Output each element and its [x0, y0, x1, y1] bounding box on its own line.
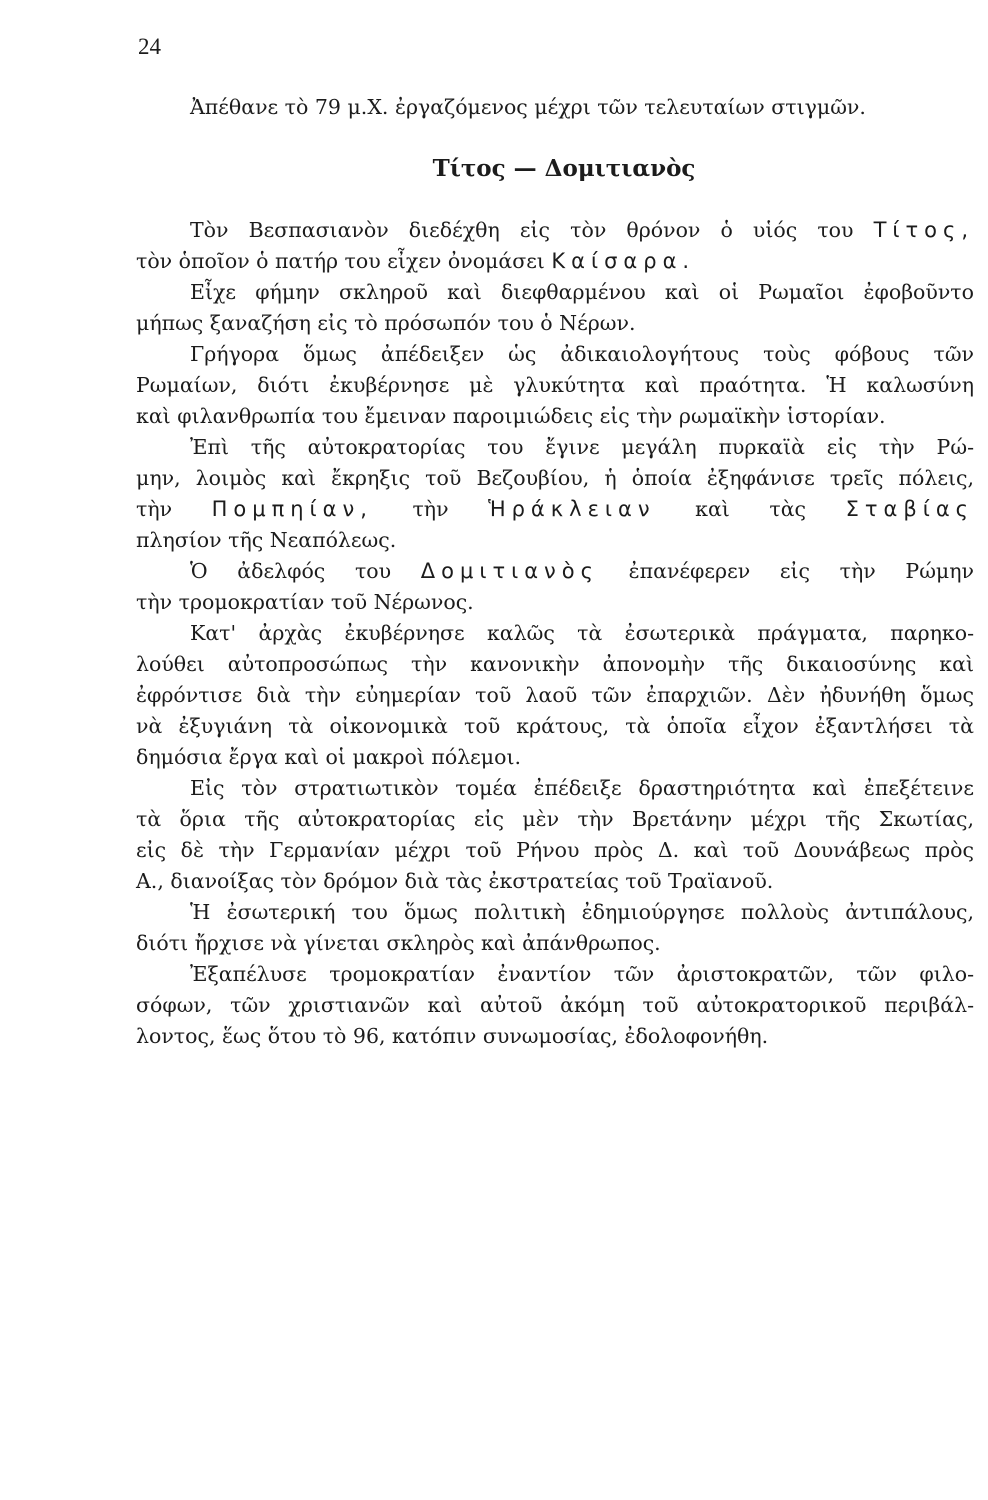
paragraph [136, 773, 974, 897]
text-line [136, 897, 974, 928]
text-segment: Τὸν Βεσπασιανὸν διεδέχθη εἰς τὸν θρόνον ὁ υἱός του [190, 218, 874, 242]
text-segment: τὴν τρομοκρατίαν τοῦ Νέρωνος. [136, 590, 474, 614]
text-line [136, 525, 974, 556]
text-segment: ἐπανέφερεν εἰς τὴν Ρώμην [598, 559, 974, 583]
text-line [136, 1021, 974, 1052]
text-line [136, 680, 974, 711]
paragraph [136, 897, 974, 959]
paragraph [136, 959, 974, 1052]
text-segment: Ἐπὶ τῆς αὐτοκρατορίας του ἔγινε μεγάλη πυρκαϊὰ εἰς τὴν Ρώ- [190, 435, 974, 459]
top-line: Ἀπέθανε τὸ 79 μ.Χ. ἐργαζόμενος μέχρι τῶν τελευταίων στιγμῶν. [190, 95, 866, 119]
text-line [136, 959, 974, 990]
text-line [136, 432, 974, 463]
spaced-name: Καίσαρα. [551, 249, 696, 273]
text-line [136, 308, 974, 339]
section-heading: Τίτος — Δομιτιανὸς [432, 155, 696, 182]
text-segment: Ρωμαίων, διότι ἐκυβέρνησε μὲ γλυκύτητα καὶ πραότητα. Ἡ καλωσύνη [136, 373, 974, 397]
text-line [136, 711, 974, 742]
paragraph [136, 618, 974, 773]
text-line [136, 215, 974, 246]
text-segment: τὸν ὁποῖον ὁ πατήρ του εἶχεν ὀνομάσει [136, 249, 552, 273]
text-line [136, 990, 974, 1021]
paragraph [136, 432, 974, 556]
text-line [136, 401, 974, 432]
spacer [136, 193, 974, 215]
text-segment: Κατ' ἀρχὰς ἐκυβέρνησε καλῶς τὰ ἐσωτερικὰ πράγματα, παρηκο- [190, 621, 974, 645]
text-line [136, 649, 974, 680]
text-line [136, 556, 974, 587]
text-segment: Εἶχε φήμην σκληροῦ καὶ διεφθαρμένου καὶ οἱ Ρωμαῖοι ἐφοβοῦντο [190, 280, 974, 304]
text-segment: εἰς δὲ τὴν Γερμανίαν μέχρι τοῦ Ρήνου πρὸς Δ. καὶ τοῦ Δουνάβεως πρὸς [136, 838, 974, 862]
text-line [136, 587, 974, 618]
text-segment: μην, λοιμὸς καὶ ἔκρηξις τοῦ Βεζουβίου, ἡ ὁποία ἐξηφάνισε τρεῖς πόλεις, [136, 466, 974, 490]
text-line [136, 742, 974, 773]
text-segment: λοντος, ἕως ὅτου τὸ 96, κατόπιν συνωμοσίας, ἐδολοφονήθη. [136, 1024, 769, 1048]
text-segment: τὴν [372, 497, 489, 521]
spacer [136, 123, 974, 145]
text-line [136, 246, 974, 277]
page-number: 24 [138, 34, 161, 59]
text-line [136, 866, 974, 897]
text-segment: ἐφρόντισε διὰ τὴν εὐημερίαν τοῦ λαοῦ τῶν ἐπαρχιῶν. Δὲν ἠδυνήθη ὅμως [136, 683, 974, 707]
spaced-name: Δομιτιανὸς [420, 559, 599, 583]
text-segment: μήπως ξαναζήση εἰς τὸ πρόσωπόν του ὁ Νέρων. [136, 311, 636, 335]
paragraph [136, 277, 974, 339]
text-segment: τὴν [136, 497, 212, 521]
spaced-name: Τίτος, [873, 218, 974, 242]
text-segment: διότι ἤρχισε νὰ γίνεται σκληρὸς καὶ ἀπάνθρωπος. [136, 931, 661, 955]
text-segment: σόφων, τῶν χριστιανῶν καὶ αὐτοῦ ἀκόμη τοῦ αὐτοκρατορικοῦ περιβάλ- [136, 993, 974, 1017]
text-line [136, 804, 974, 835]
text-line [136, 773, 974, 804]
text-segment: Γρήγορα ὅμως ἀπέδειξεν ὡς ἀδικαιολογήτους τοὺς φόβους τῶν [190, 342, 974, 366]
text-line [136, 370, 974, 401]
spaced-name: Πομπηίαν, [211, 497, 373, 521]
text-segment: Ἡ ἐσωτερική του ὅμως πολιτικὴ ἐδημιούργησε πολλοὺς ἀντιπάλους, [190, 900, 974, 924]
text-segment: πλησίον τῆς Νεαπόλεως. [136, 528, 397, 552]
text-line [136, 339, 974, 370]
text-segment: Ὁ ἀδελφός του [190, 559, 421, 583]
text-line [136, 835, 974, 866]
paragraph [136, 339, 974, 432]
paragraph [136, 215, 974, 277]
text-segment: Ἐξαπέλυσε τρομοκρατίαν ἐναντίον τῶν ἀριστοκρατῶν, τῶν φιλο- [190, 962, 974, 986]
text-segment: καὶ φιλανθρωπία του ἔμειναν παροιμιώδεις εἰς τὴν ρωμαϊκὴν ἱστορίαν. [136, 404, 886, 428]
text-line [136, 277, 974, 308]
body-text [136, 215, 974, 1052]
text-segment: τὰ ὅρια τῆς αὐτοκρατορίας εἰς μὲν τὴν Βρετάνην μέχρι τῆς Σκωτίας, [136, 807, 974, 831]
text-segment: δημόσια ἔργα καὶ οἱ μακροὶ πόλεμοι. [136, 745, 522, 769]
text-line [136, 928, 974, 959]
spaced-name: Σταβίας [845, 497, 974, 521]
text-segment: λούθει αὐτοπροσώπως τὴν κανονικὴν ἀπονομὴν τῆς δικαιοσύνης καὶ [136, 652, 974, 676]
text-line [136, 463, 974, 494]
text-segment: νὰ ἐξυγιάνη τὰ οἰκονομικὰ τοῦ κράτους, τὰ ὁποῖα εἶχον ἐξαντλήσει τὰ [136, 714, 974, 738]
paragraph [136, 556, 974, 618]
text-segment: Α., διανοίξας τὸν δρόμον διὰ τὰς ἐκστρατείας τοῦ Τραϊανοῦ. [136, 869, 774, 893]
spaced-name: Ἡράκλειαν [488, 497, 656, 521]
text-segment: Εἰς τὸν στρατιωτικὸν τομέα ἐπέδειξε δραστηριότητα καὶ ἐπεξέτεινε [190, 776, 974, 800]
text-line [136, 618, 974, 649]
text-block [136, 92, 974, 1052]
text-segment: καὶ τὰς [655, 497, 846, 521]
text-line [136, 494, 974, 525]
